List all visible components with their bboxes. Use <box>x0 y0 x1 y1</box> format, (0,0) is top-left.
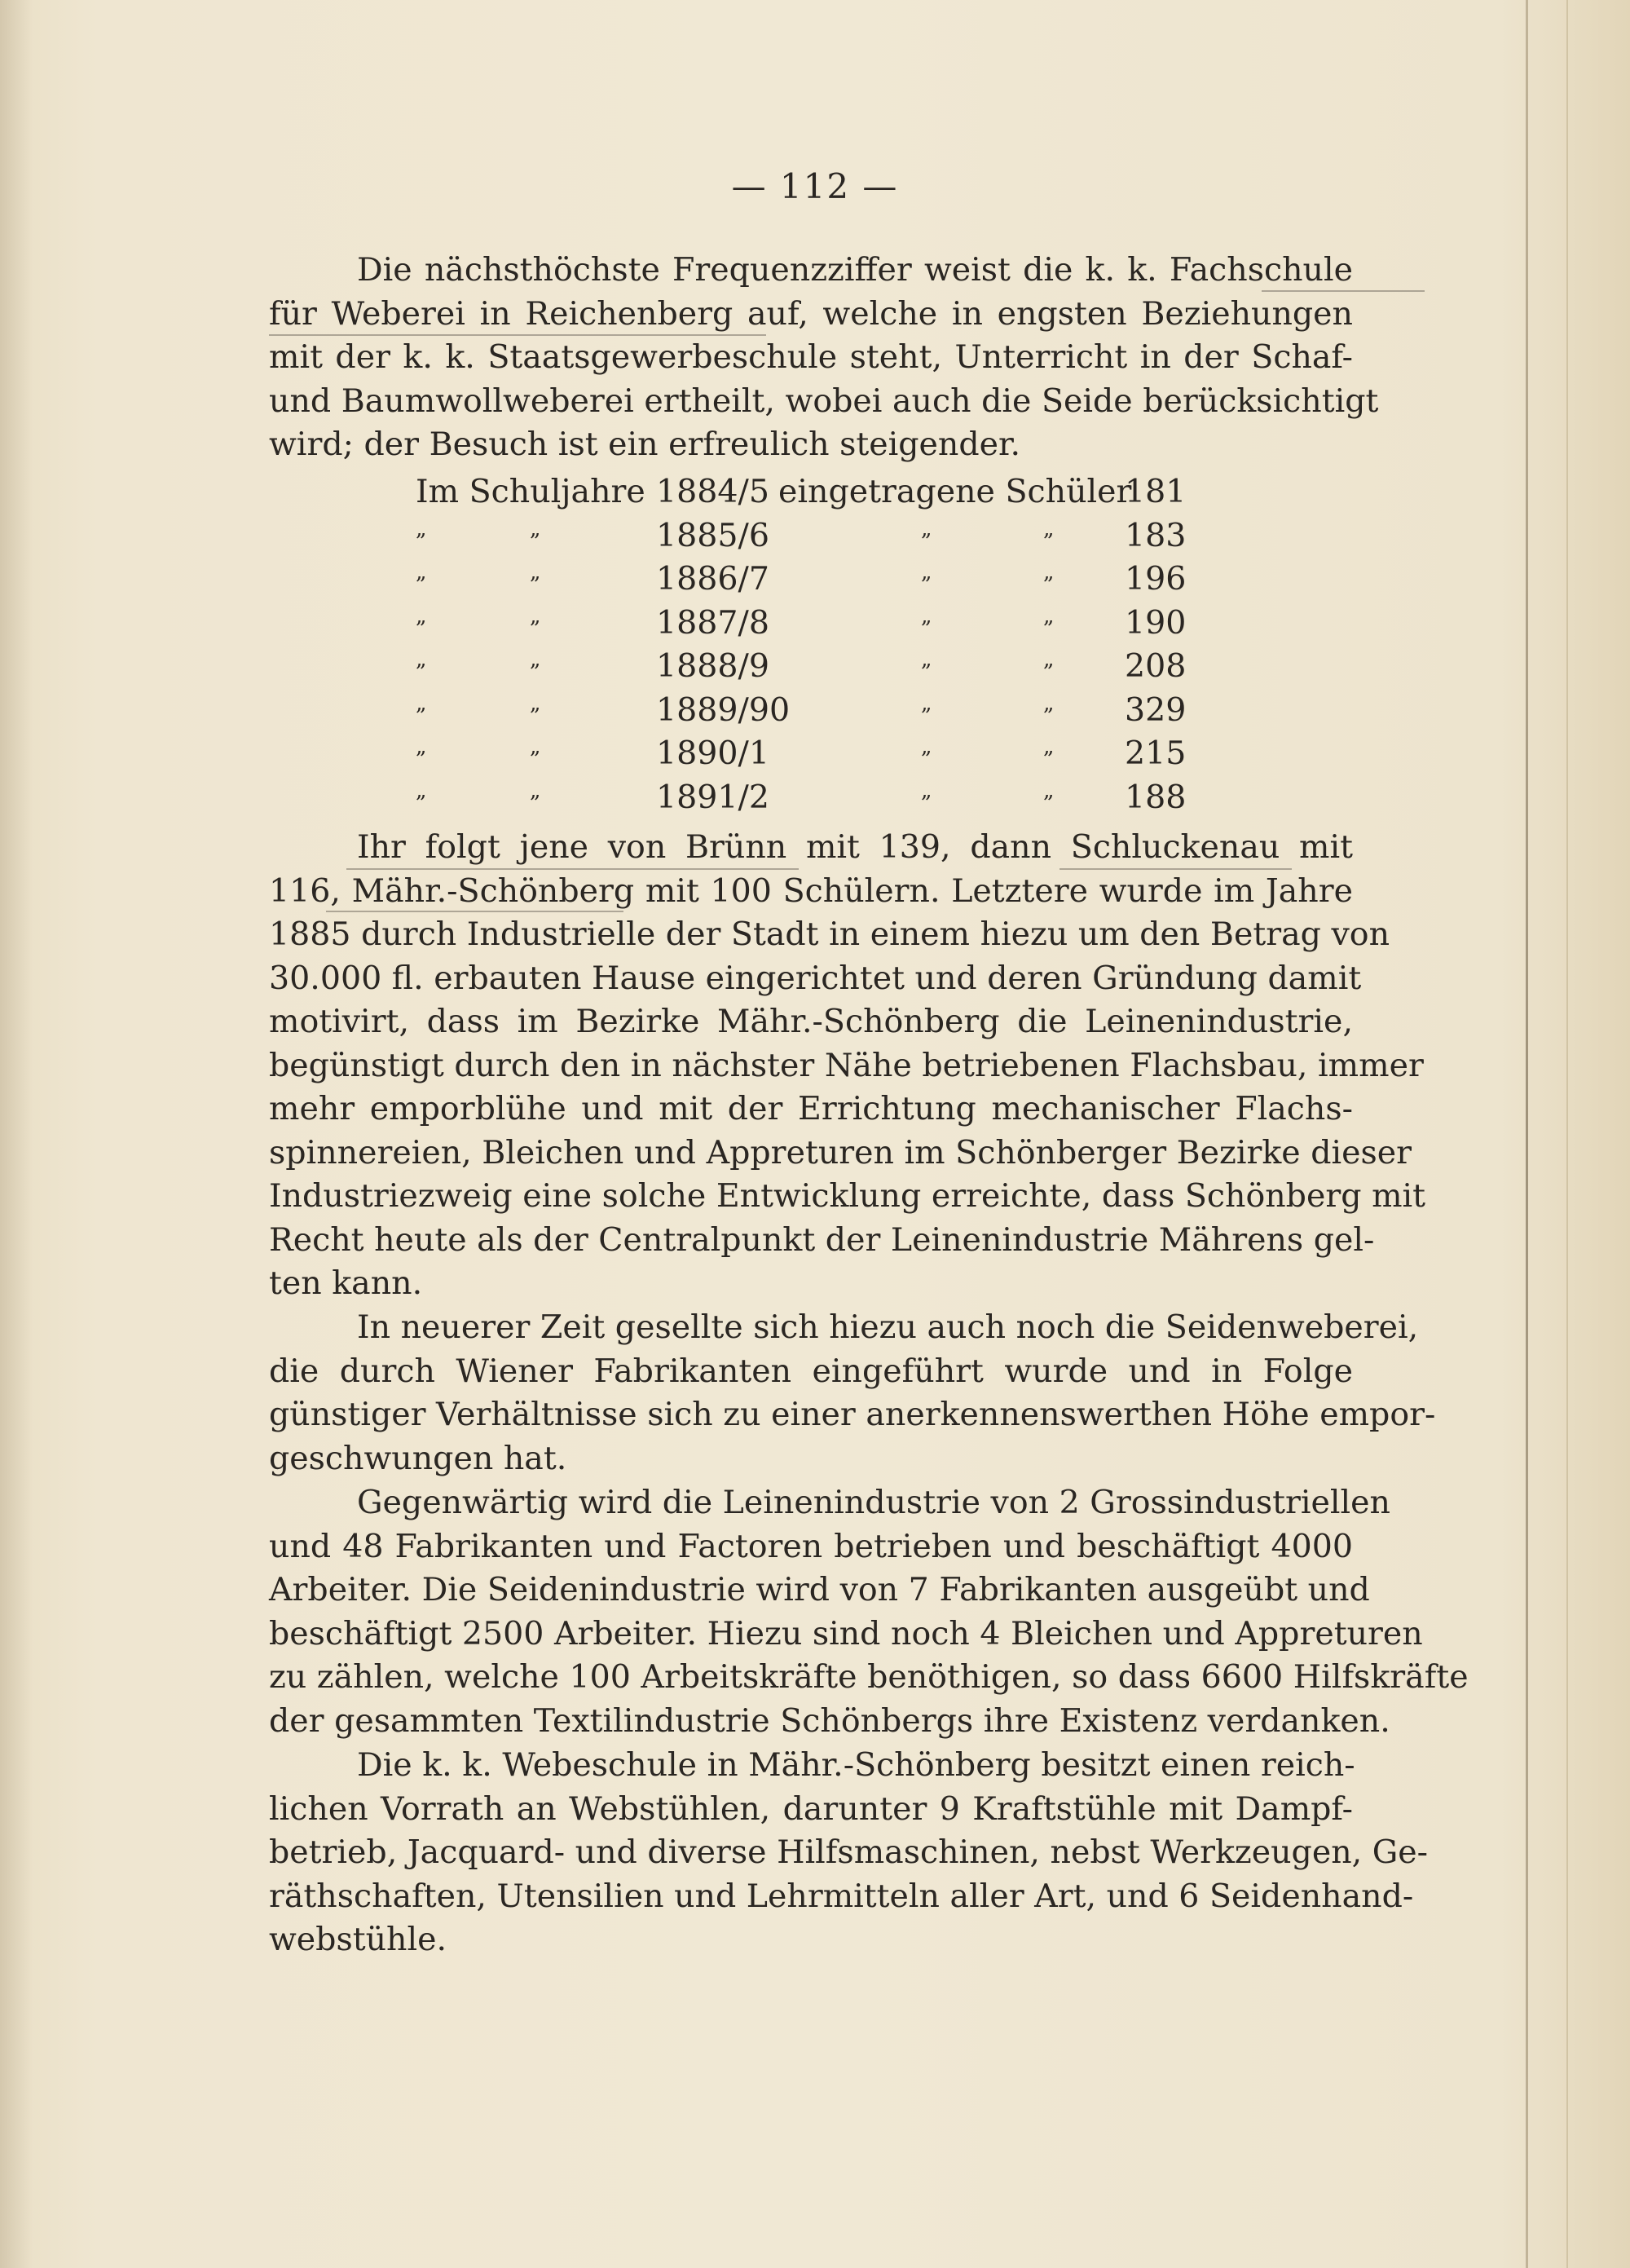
text-line: lichen Vorrath an Webstühlen, darunter 9 Kraftstühle mit Dampf- <box>269 1789 1353 1828</box>
pencil-underline <box>269 334 766 336</box>
ditto-mark: „ <box>921 603 932 629</box>
ditto-mark: „ <box>921 691 932 716</box>
ditto-mark: „ <box>1043 516 1055 541</box>
table-year: 1891/2 <box>656 778 769 816</box>
table-year: 1889/90 <box>656 691 791 729</box>
page-edge-line-outer <box>1566 0 1568 2268</box>
table-count: 208 <box>1125 647 1187 685</box>
table-count: 329 <box>1125 691 1187 729</box>
table-year: 1890/1 <box>656 735 769 772</box>
text-line: In neuerer Zeit gesellte sich hiezu auch noch die Seidenweberei, <box>357 1308 1419 1346</box>
text-line: Industriezweig eine solche Entwicklung erreichte, dass Schönberg mit <box>269 1177 1426 1215</box>
text-line: 116, Mähr.-Schönberg mit 100 Schülern. Letztere wurde im Jahre <box>269 871 1353 910</box>
ditto-mark: „ <box>1043 647 1055 672</box>
text-line: der gesammten Textilindustrie Schönbergs ihre Existenz verdanken. <box>269 1701 1390 1740</box>
table-row <box>269 779 1353 823</box>
ditto-mark: „ <box>921 516 932 541</box>
text-line: Die nächsthöchste Frequenzziffer weist die k. k. Fachschule <box>357 251 1353 289</box>
table-row <box>269 604 1353 648</box>
ditto-mark: „ <box>530 691 541 716</box>
ditto-mark: „ <box>530 778 541 803</box>
ditto-mark: „ <box>1043 735 1055 759</box>
ditto-mark: „ <box>921 560 932 585</box>
text-line: 1885 durch Industrielle der Stadt in einem hiezu um den Betrag von <box>269 916 1390 953</box>
table-row <box>269 691 1353 735</box>
table-count: 183 <box>1125 516 1187 554</box>
table-count: 190 <box>1125 603 1187 642</box>
text-line: begünstigt durch den in nächster Nähe betriebenen Flachsbau, immer <box>269 1046 1424 1084</box>
text-line: wird; der Besuch ist ein erfreulich steigender. <box>269 426 1021 463</box>
table-label: eingetragene Schüler <box>778 473 1132 510</box>
table-row <box>269 560 1353 604</box>
ditto-mark: „ <box>921 735 932 759</box>
enrollment-table <box>269 473 1353 822</box>
table-year: 1886/7 <box>656 560 769 598</box>
table-row-header <box>269 473 1353 517</box>
page-number: — 112 — <box>731 166 899 206</box>
ditto-mark: „ <box>416 516 427 541</box>
text-line: mehr emporblühe und mit der Errichtung mechanischer Flachs- <box>269 1090 1353 1127</box>
ditto-mark: „ <box>416 560 427 585</box>
ditto-mark: „ <box>1043 778 1055 803</box>
text-line: 30.000 fl. erbauten Hause eingerichtet und deren Gründung damit <box>269 959 1362 997</box>
table-count: 215 <box>1125 735 1187 772</box>
text-line: motivirt, dass im Bezirke Mähr.-Schönberg die Leinenindustrie, <box>269 1003 1353 1040</box>
text-line: betrieb, Jacquard- und diverse Hilfsmaschinen, nebst Werkzeugen, Ge- <box>269 1833 1429 1871</box>
table-year: 1888/9 <box>656 647 769 685</box>
ditto-mark: „ <box>416 603 427 629</box>
table-count: 188 <box>1125 778 1187 816</box>
ditto-mark: „ <box>416 778 427 803</box>
paragraph-webeschule-equipment <box>269 1744 1429 1962</box>
text-line: mit der k. k. Staatsgewerbeschule steht, Unterricht in der Schaf- <box>269 338 1353 376</box>
ditto-mark: „ <box>1043 560 1055 585</box>
paragraph-industry-numbers <box>269 1481 1469 1743</box>
paragraph-fachschule-reichenberg <box>269 249 1379 467</box>
table-count: 181 <box>1125 473 1187 510</box>
text-line: webstühle. <box>269 1921 447 1958</box>
text-line: Ihr folgt jene von Brünn mit 139, dann Schluckenau mit <box>357 828 1353 866</box>
text-line: Die k. k. Webeschule in Mähr.-Schönberg besitzt einen reich- <box>357 1746 1355 1784</box>
ditto-mark: „ <box>416 691 427 716</box>
page-edge-line <box>1526 0 1528 2268</box>
ditto-mark: „ <box>1043 691 1055 716</box>
ditto-mark: „ <box>530 516 541 541</box>
ditto-mark: „ <box>530 735 541 759</box>
ditto-mark: „ <box>416 647 427 672</box>
table-year: 1885/6 <box>656 516 769 554</box>
text-line: die durch Wiener Fabrikanten eingeführt wurde und in Folge <box>269 1352 1353 1390</box>
text-line: und 48 Fabrikanten und Factoren betrieben und beschäftigt 4000 <box>269 1527 1353 1565</box>
table-year: 1887/8 <box>656 603 769 642</box>
table-row <box>269 647 1353 691</box>
ditto-mark: „ <box>921 647 932 672</box>
ditto-mark: „ <box>530 603 541 629</box>
table-count: 196 <box>1125 560 1187 598</box>
text-line: geschwungen hat. <box>269 1439 567 1477</box>
table-prefix: Im Schuljahre <box>416 473 645 510</box>
ditto-mark: „ <box>921 778 932 803</box>
ditto-mark: „ <box>416 735 427 759</box>
text-line: und Baumwollweberei ertheilt, wobei auch die Seide berücksichtigt <box>269 382 1379 420</box>
text-line: Recht heute als der Centralpunkt der Leinenindustrie Mährens gel- <box>269 1220 1375 1259</box>
text-line: zu zählen, welche 100 Arbeitskräfte benöthigen, so dass 6600 Hilfskräfte <box>269 1658 1469 1696</box>
text-line: ten kann. <box>269 1264 423 1302</box>
ditto-mark: „ <box>1043 603 1055 629</box>
text-line: für Weberei in Reichenberg auf, welche in engsten Beziehungen <box>269 294 1353 333</box>
text-line: spinnereien, Bleichen und Appreturen im Schönberger Bezirke dieser <box>269 1133 1412 1172</box>
text-line: räthschaften, Utensilien und Lehrmitteln aller Art, und 6 Seidenhand- <box>269 1877 1414 1915</box>
spine-shadow <box>0 0 33 2268</box>
text-line: Arbeiter. Die Seidenindustrie wird von 7 Fabrikanten ausgeübt und <box>269 1571 1370 1608</box>
text-line: Gegenwärtig wird die Leinenindustrie von 2 Grossindustriellen <box>357 1484 1390 1521</box>
text-line: beschäftigt 2500 Arbeiter. Hiezu sind noch 4 Bleichen und Appreturen <box>269 1614 1423 1652</box>
paragraph-seidenweberei <box>269 1306 1436 1480</box>
text-line: günstiger Verhältnisse sich zu einer anerkennenswerthen Höhe empor- <box>269 1396 1436 1433</box>
ditto-mark: „ <box>530 560 541 585</box>
table-row <box>269 735 1353 779</box>
ditto-mark: „ <box>530 647 541 672</box>
pencil-underline <box>1262 290 1425 292</box>
table-row <box>269 517 1353 561</box>
table-year: 1884/5 <box>656 473 769 510</box>
paragraph-schoenberg <box>269 826 1426 1306</box>
